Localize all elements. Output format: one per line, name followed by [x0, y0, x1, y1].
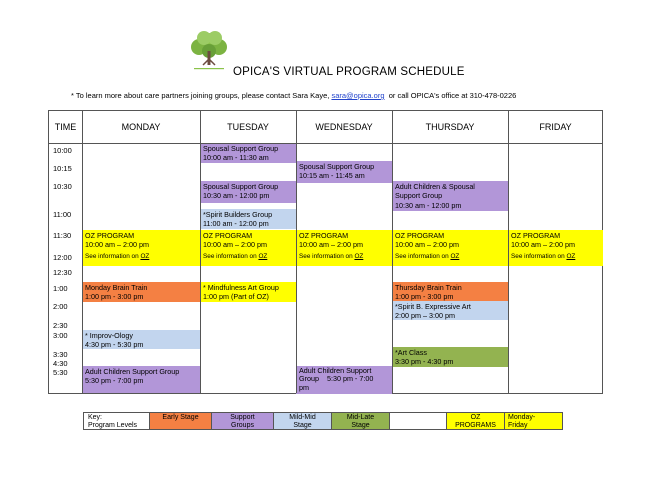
event-thursday-spirit-b-expressive-art[interactable] [392, 301, 508, 320]
column-divider [82, 111, 83, 393]
oz-info-text: See information on [395, 252, 449, 260]
event-time: 10:00 am – 2:00 pm [85, 240, 149, 250]
contact-prefix: * To learn more about care partners joining groups, please contact Sara Kaye, [71, 91, 330, 100]
event-title: Spousal Support Group [203, 182, 279, 191]
time-label: 11:00 [53, 210, 72, 219]
event-time: 1:00 pm - 3:00 pm [85, 292, 144, 302]
time-label: 12:00 [53, 253, 72, 262]
schedule-table [48, 110, 603, 394]
event-time: 3:30 pm - 4:30 pm [395, 357, 454, 367]
event-tuesday-mindfulness-art[interactable] [200, 282, 296, 302]
event-title: OZ PROGRAM [511, 231, 561, 240]
key-oz-line: OZ [470, 414, 481, 421]
event-thursday-oz-program[interactable] [392, 230, 508, 266]
key-label [84, 413, 150, 429]
event-friday-oz-program[interactable] [508, 230, 603, 266]
key-mid-late-line: Mid-Late [346, 414, 375, 421]
event-title: * Mindfulness Art Group [203, 283, 279, 292]
oz-info-text: See information on [203, 252, 257, 260]
key-monday-friday [505, 413, 562, 429]
event-monday-adult-children-support[interactable] [82, 366, 200, 393]
event-time: 1:00 pm - 3:00 pm [395, 292, 454, 302]
event-wednesday-adult-children-support[interactable] [296, 366, 392, 394]
col-header-wednesday: WEDNESDAY [315, 122, 373, 132]
oz-info-link[interactable]: OZ [140, 252, 150, 260]
time-label: 10:30 [53, 182, 72, 191]
event-time: 1:00 pm (Part of OZ) [203, 292, 269, 302]
event-thursday-brain-train[interactable] [392, 282, 508, 302]
event-time: 10:00 am – 2:00 pm [203, 240, 267, 250]
program-levels-key [83, 412, 563, 430]
oz-info-text: See information on [511, 252, 565, 260]
key-support-groups [212, 413, 274, 429]
time-label: 11:30 [53, 231, 72, 240]
time-label: 1:00 [53, 284, 68, 293]
oz-info-link[interactable]: OZ [354, 252, 364, 260]
event-tuesday-spirit-builders[interactable] [200, 209, 296, 229]
event-tuesday-oz-program[interactable] [200, 230, 296, 266]
oz-info-text: See information on [85, 252, 139, 260]
key-support-line: Groups [231, 422, 254, 430]
key-mid-late-stage [332, 413, 390, 429]
column-divider [200, 111, 201, 393]
event-title: OZ PROGRAM [395, 231, 445, 240]
key-mild-line: Mild-Mid [289, 414, 316, 421]
event-time: Group 5:30 pm - 7:00 [299, 374, 374, 384]
event-title-cont: Support Group [395, 191, 443, 201]
contact-email-link[interactable]: sara@opica.org [331, 91, 385, 100]
time-label: 10:00 [53, 146, 72, 155]
oz-info-text: See information on [299, 252, 353, 260]
key-early-stage [150, 413, 212, 429]
oz-info [395, 252, 505, 261]
event-title: Monday Brain Train [85, 283, 148, 292]
event-title: *Spirit Builders Group [203, 210, 273, 219]
event-monday-improv-ology[interactable] [82, 330, 200, 349]
event-title: *Art Class [395, 348, 427, 357]
event-title: *Spirit B. Expressive Art [395, 302, 471, 311]
event-title: OZ PROGRAM [203, 231, 253, 240]
key-label-line: Program Levels [88, 422, 138, 430]
event-time: 10:15 am - 11:45 am [299, 171, 365, 181]
key-spacer [390, 413, 447, 429]
oz-info-link[interactable]: OZ [450, 252, 460, 260]
event-tuesday-spousal-support-1[interactable] [200, 143, 296, 163]
time-label: 3:00 [53, 331, 68, 340]
key-early-stage-label: Early Stage [162, 414, 199, 421]
time-label: 4:30 [53, 359, 68, 368]
event-time: 5:30 pm - 7:00 pm [85, 376, 144, 386]
opica-tree-logo [186, 29, 232, 75]
oz-info-link[interactable]: OZ [566, 252, 576, 260]
event-title: Adult Children Support Group [85, 367, 180, 376]
event-time: 4:30 pm - 5:30 pm [85, 340, 144, 349]
event-thursday-art-class[interactable] [392, 347, 508, 367]
oz-info [85, 252, 197, 261]
event-title: OZ PROGRAM [85, 231, 135, 240]
key-mild-mid-stage [274, 413, 332, 429]
event-time-cont: pm [299, 382, 309, 392]
key-oz-line: PROGRAMS [455, 422, 496, 430]
col-header-thursday: THURSDAY [425, 122, 475, 132]
column-divider [508, 111, 509, 393]
page-title: OPICA'S VIRTUAL PROGRAM SCHEDULE [233, 66, 465, 78]
time-label: 10:15 [53, 164, 72, 173]
event-time: 10:00 am - 11:30 am [203, 153, 269, 163]
event-wednesday-oz-program[interactable] [296, 230, 392, 266]
contact-note [71, 91, 516, 100]
oz-info-link[interactable]: OZ [258, 252, 268, 260]
event-time: 10:00 am – 2:00 pm [511, 240, 575, 250]
event-tuesday-spousal-support-2[interactable] [200, 181, 296, 203]
event-wednesday-spousal-support[interactable] [296, 161, 392, 183]
event-title: Adult Children Support [299, 366, 372, 375]
time-label: 2:30 [53, 321, 68, 330]
event-time: 10:00 am – 2:00 pm [395, 240, 459, 250]
key-mild-line: Stage [293, 422, 312, 430]
key-label-line: Key: [88, 414, 103, 421]
col-header-time: TIME [54, 122, 77, 132]
oz-info [511, 252, 600, 261]
column-divider [392, 111, 393, 393]
event-time: 10:30 am - 12:00 pm [203, 191, 270, 201]
event-thursday-adult-children-spousal[interactable] [392, 181, 508, 211]
event-title: Spousal Support Group [203, 144, 279, 153]
oz-info [299, 252, 389, 261]
event-monday-brain-train[interactable] [82, 282, 200, 302]
col-header-tuesday: TUESDAY [227, 122, 269, 132]
oz-info [203, 252, 293, 261]
column-divider [296, 111, 297, 393]
key-support-line: Support [230, 414, 255, 421]
event-title: * Improv-Ology [85, 331, 133, 340]
event-title: Spousal Support Group [299, 162, 375, 171]
event-title: Adult Children & Spousal [395, 182, 475, 191]
event-time: 2:00 pm – 3:00 pm [395, 311, 455, 320]
time-label: 5:30 [53, 368, 68, 377]
event-time: 11:00 am - 12:00 pm [203, 219, 269, 229]
col-header-monday: MONDAY [121, 122, 161, 132]
event-time: 10:00 am – 2:00 pm [299, 240, 363, 250]
time-label: 3:30 [53, 350, 68, 359]
key-oz-programs [447, 413, 505, 429]
header-divider [49, 143, 602, 144]
time-label: 12:30 [53, 268, 72, 277]
col-header-friday: FRIDAY [539, 122, 572, 132]
event-monday-oz-program[interactable] [82, 230, 200, 266]
event-title: Thursday Brain Train [395, 283, 462, 292]
time-label: 2:00 [53, 302, 68, 311]
event-title: OZ PROGRAM [299, 231, 349, 240]
event-time: 10:30 am - 12:00 pm [395, 200, 462, 210]
key-days-line: Monday- [508, 414, 536, 421]
contact-suffix: or call OPICA's office at 310-478-0226 [388, 91, 517, 100]
key-days-line: Friday [508, 422, 528, 430]
key-mid-late-line: Stage [351, 422, 370, 430]
